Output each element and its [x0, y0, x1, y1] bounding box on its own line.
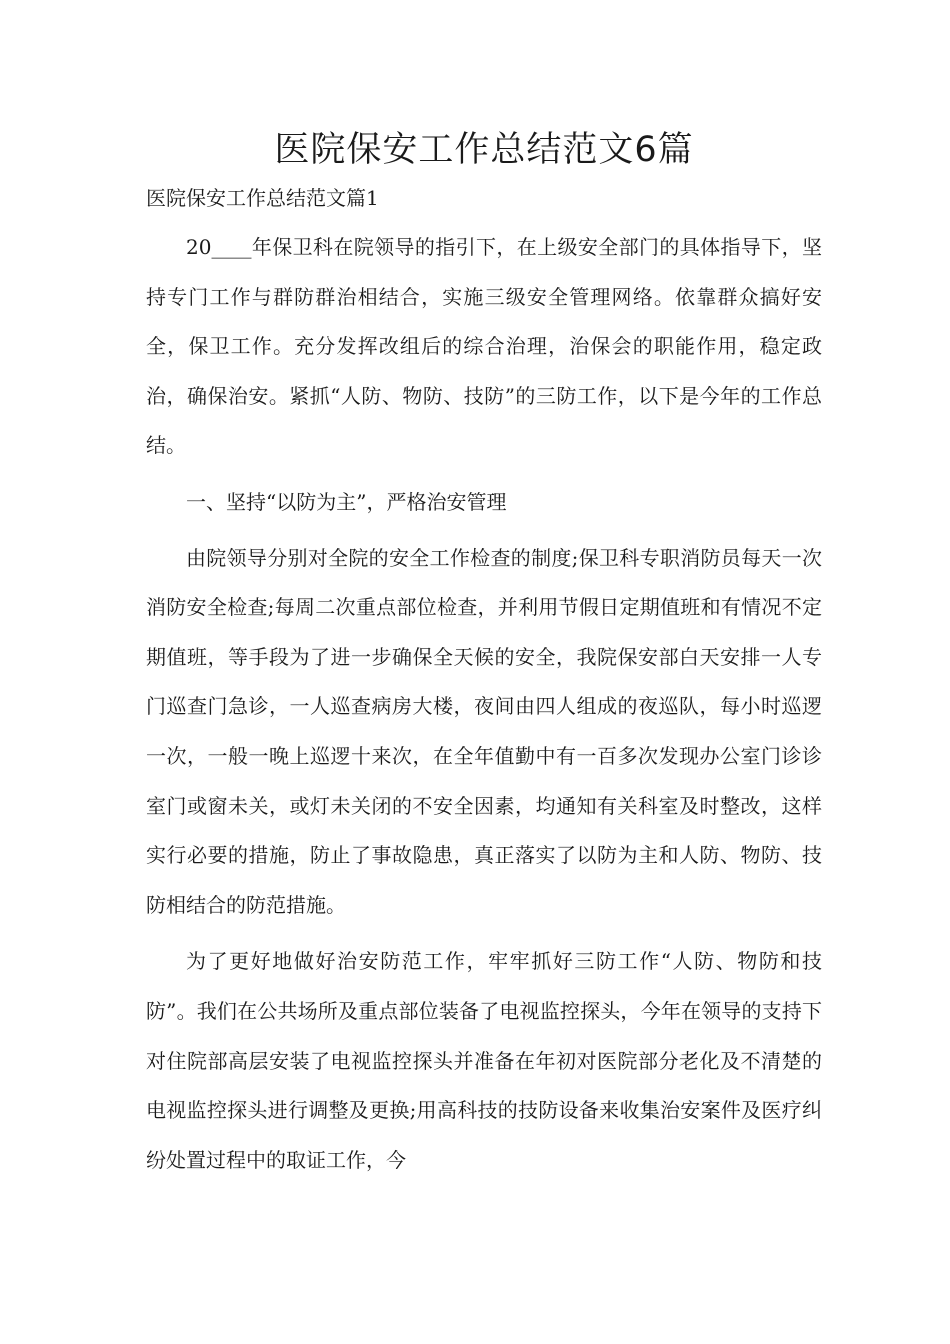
- paragraph-surveillance: 为了更好地做好治安防范工作，牢牢抓好三防工作“人防、物防和技防”。我们在公共场所及重点部位装备了电视监控探头，今年在领导的支持下对住院部高层安装了电视监控探头并准备在年初对医院部分老化及不清楚的电视监控探头进行调整及更换;用高科技的技防设备来收集治安案件及医疗纠纷处置过程中的取证工作，今: [146, 949, 822, 1172]
- paragraph-intro: 20____年保卫科在院领导的指引下，在上级安全部门的具体指导下，坚持专门工作与群防群治相结合，实施三级安全管理网络。依靠群众搞好安全，保卫工作。充分发挥改组后的综合治理，治保会的职能作用，稳定政治，确保治安。紧抓“人防、物防、技防”的三防工作，以下是今年的工作总结。: [146, 235, 822, 458]
- document-title: 医院保安工作总结范文6篇: [274, 130, 694, 170]
- heading-prevention: 一、坚持“以防为主”，严格治安管理: [186, 489, 507, 514]
- paragraph-inspection: 由院领导分别对全院的安全工作检查的制度;保卫科专职消防员每天一次消防安全检查;每周二次重点部位检查，并利用节假日定期值班和有情况不定期值班，等手段为了进一步确保全天候的安全，我院保安部白天安排一人专门巡查门急诊，一人巡查病房大楼，夜间由四人组成的夜巡队，每小时巡逻一次，一般一晚上巡逻十来次，在全年值勤中有一百多次发现办公室门诊诊室门或窗未关，或灯未关闭的不安全因素，均通知有关科室及时整改，这样实行必要的措施，防止了事故隐患，真正落实了以防为主和人防、物防、技防相结合的防范措施。: [146, 545, 822, 917]
- section-title: 医院保安工作总结范文篇1: [146, 186, 379, 210]
- document-page: [146, 122, 822, 1185]
